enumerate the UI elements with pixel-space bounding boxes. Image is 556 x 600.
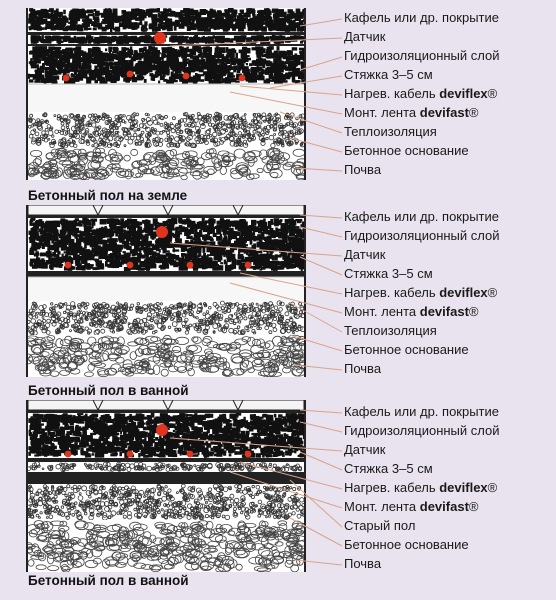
label-sensor: Датчик	[344, 247, 386, 262]
label-sensor: Датчик	[344, 29, 386, 44]
cross-section-ground-floor	[26, 8, 306, 180]
label-heating-cable: Нагрев. кабель deviflex®	[344, 285, 498, 300]
label-soil: Почва	[344, 361, 382, 376]
gravel-fine-layer	[28, 112, 304, 148]
speckle-dark-layer	[28, 8, 304, 32]
cable-dot	[239, 75, 246, 82]
cable-dot	[187, 262, 194, 269]
gravel-fine-layer	[28, 462, 304, 472]
cross-section-svg	[28, 8, 304, 180]
label-insulation: Теплоизоляция	[344, 323, 437, 338]
panel-caption: Бетонный пол в ванной	[28, 573, 189, 588]
gravel-fine-layer	[28, 301, 304, 335]
panel-caption: Бетонный пол в ванной	[28, 383, 189, 398]
tile-joints-layer	[28, 205, 304, 215]
cable-dot	[65, 262, 72, 269]
line-layer	[28, 44, 304, 46]
cable-dot	[65, 451, 72, 458]
line-layer	[28, 215, 304, 218]
gravel-coarse-layer	[28, 335, 304, 377]
panel-bathroom-floor	[0, 205, 556, 398]
label-insulation: Теплоизоляция	[344, 124, 437, 139]
label-mounting-tape: Монт. лента devifast®	[344, 304, 479, 319]
cable-dot	[187, 451, 194, 458]
sensor-dot	[156, 424, 168, 436]
line-layer	[28, 472, 304, 484]
cable-dot	[245, 451, 252, 458]
panel-bathroom-old-floor	[0, 400, 556, 590]
insulation-layer	[28, 277, 304, 301]
cable-dot	[127, 71, 134, 78]
gravel-coarse-layer	[28, 520, 304, 572]
label-concrete-base: Бетонное основание	[344, 143, 469, 158]
cable-dot	[183, 73, 190, 80]
label-heating-cable: Нагрев. кабель deviflex®	[344, 86, 498, 101]
cross-section-svg	[28, 205, 304, 377]
line-layer	[28, 32, 304, 35]
sensor-dot	[156, 226, 168, 238]
speckle-dark-layer	[28, 46, 304, 84]
label-screed: Стяжка 3–5 см	[344, 67, 433, 82]
line-layer	[28, 271, 304, 277]
panel-ground-floor	[0, 8, 556, 203]
line-layer	[28, 410, 304, 413]
sensor-dot	[154, 32, 166, 44]
label-sensor: Датчик	[344, 442, 386, 457]
label-concrete-base: Бетонное основание	[344, 537, 469, 552]
label-screed: Стяжка 3–5 см	[344, 266, 433, 281]
label-waterproofing: Гидроизоляционный слой	[344, 48, 500, 63]
label-old-floor: Старый пол	[344, 518, 416, 533]
label-tile: Кафель или др. покрытие	[344, 209, 500, 224]
speckle-dark-layer	[28, 35, 304, 44]
tile-joints-layer	[28, 400, 304, 410]
label-mounting-tape: Монт. лента devifast®	[344, 105, 479, 120]
gravel-coarse-layer	[28, 148, 304, 180]
label-tile: Кафель или др. покрытие	[344, 404, 500, 419]
label-concrete-base: Бетонное основание	[344, 342, 469, 357]
label-mounting-tape: Монт. лента devifast®	[344, 499, 479, 514]
cable-dot	[127, 262, 134, 269]
cable-dot	[63, 75, 70, 82]
cross-section-bathroom-floor	[26, 205, 306, 377]
cross-section-bathroom-old-floor	[26, 400, 306, 572]
label-tile: Кафель или др. покрытие	[344, 10, 500, 25]
cable-dot	[127, 451, 134, 458]
label-soil: Почва	[344, 162, 382, 177]
label-screed: Стяжка 3–5 см	[344, 461, 433, 476]
label-soil: Почва	[344, 556, 382, 571]
cable-dot	[245, 262, 252, 269]
label-heating-cable: Нагрев. кабель deviflex®	[344, 480, 498, 495]
line-layer	[28, 458, 304, 462]
label-waterproofing: Гидроизоляционный слой	[344, 228, 500, 243]
gravel-fine-layer	[28, 484, 304, 520]
panel-caption: Бетонный пол на земле	[28, 188, 188, 203]
cross-section-svg	[28, 400, 304, 572]
insulation-layer	[28, 84, 304, 112]
label-waterproofing: Гидроизоляционный слой	[344, 423, 500, 438]
